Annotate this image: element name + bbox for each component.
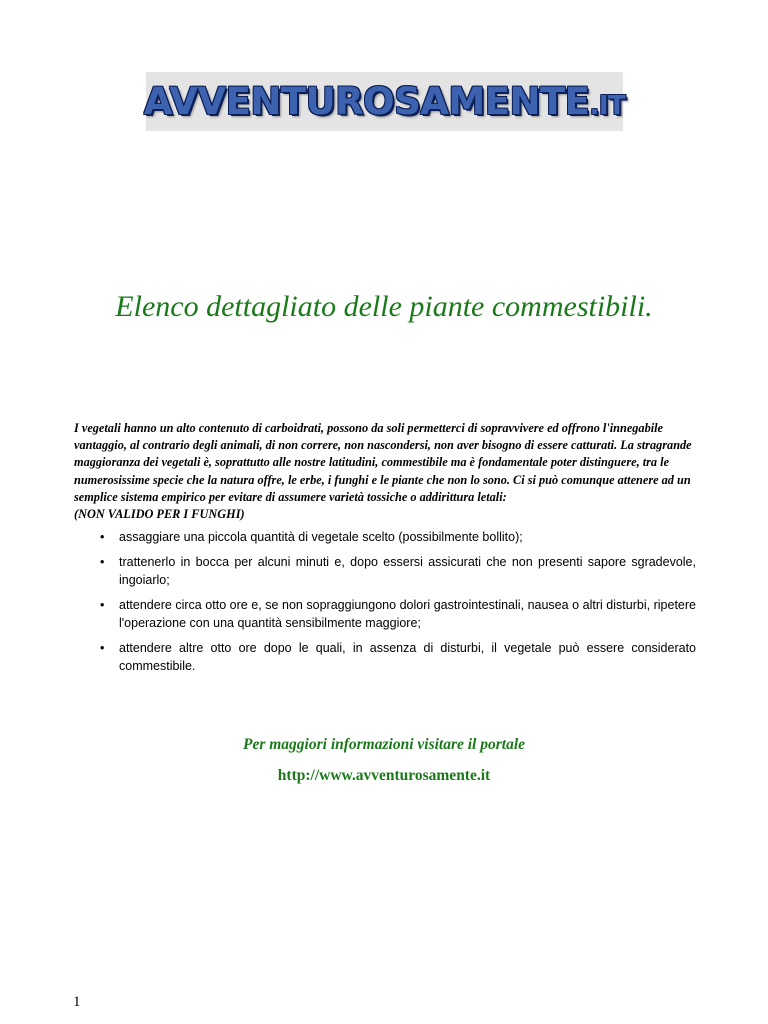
list-item [74, 528, 696, 546]
instructions-list [74, 528, 696, 682]
bullet-marker: • [100, 555, 105, 569]
list-item-text: attendere altre otto ore dopo le quali, in assenza di disturbi, il vegetale può essere considerato commestibile. [119, 641, 696, 673]
intro-paragraph [74, 420, 696, 523]
intro-note: (NON VALIDO PER I FUNGHI) [74, 507, 245, 522]
document-title: Elenco dettagliato delle piante commestibili. [115, 290, 653, 323]
list-item-text: assaggiare una piccola quantità di vegetale scelto (possibilmente bollito); [119, 530, 523, 544]
footer-text: Per maggiori informazioni visitare il portale [242, 736, 526, 753]
bullet-marker: • [100, 641, 105, 655]
list-item [74, 553, 696, 589]
logo-tld-text: .IT [589, 91, 626, 121]
list-item-text: attendere circa otto ore e, se non sopraggiungono dolori gastrointestinali, nausea o altri disturbi, ripetere l'operazione con una quantità sensibilmente maggiore; [119, 598, 696, 630]
list-item [74, 596, 696, 632]
bullet-marker: • [100, 530, 105, 544]
portal-link[interactable]: http://www.avventurosamente.it [277, 767, 491, 784]
logo-text [144, 80, 626, 123]
page-number: 1 [73, 994, 81, 1010]
list-item-text: trattenerlo in bocca per alcuni minuti e, dopo essersi assicurati che non presenti sapore sgradevole, ingoiarlo; [119, 555, 696, 587]
intro-text: I vegetali hanno un alto contenuto di carboidrati, possono da soli permetterci di sopravvivere ed offrono l'innegabile vantaggio, al contrario degli animali, di non correre, non nascondersi, non aver bisogno di essere catturati. La stragrande maggioranza dei vegetali è, soprattutto alle nostre latitudini, commestibile ma è fondamentale poter distinguere, tra le numerosissime specie che la natura offre, le erbe, i funghi e le piante che non lo sono. Ci si può comunque attenere ad un semplice sistema empirico per evitare di assumere varietà tossiche o addirittura letali: [74, 421, 692, 504]
logo-main-text: AVVENTUROSAMENTE [143, 80, 590, 123]
site-logo [143, 72, 626, 131]
bullet-marker: • [100, 598, 105, 612]
list-item [74, 639, 696, 675]
